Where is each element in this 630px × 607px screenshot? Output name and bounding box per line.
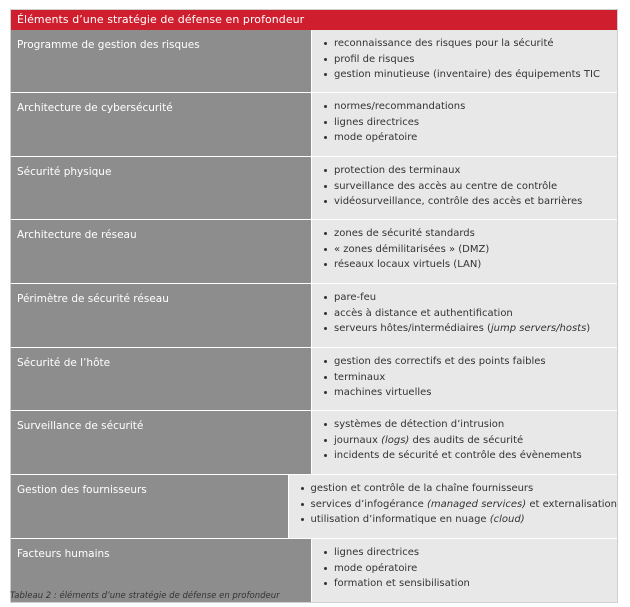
item-text: machines virtuelles (334, 387, 432, 399)
item-text: normes/recommandations (334, 101, 466, 112)
row-items (312, 93, 617, 156)
defense-strategy-table (10, 9, 618, 603)
row-items (312, 348, 617, 410)
list-item (324, 385, 617, 401)
list-item (324, 226, 617, 242)
list-item (324, 321, 617, 337)
row-category: Architecture de cybersécurité (11, 93, 312, 156)
italic-text: (cloud) (489, 514, 525, 526)
table-row (11, 92, 617, 156)
table-row (11, 347, 617, 410)
item-text: services d’infogérance (310, 498, 427, 510)
item-text: incidents de sécurité et contrôle des évènements (334, 450, 582, 462)
item-text: et externalisation (526, 498, 617, 510)
list-item (324, 433, 617, 449)
table-row (11, 410, 617, 474)
list-item (324, 257, 617, 273)
table-row (11, 219, 617, 283)
item-text: mode opératoire (334, 132, 418, 144)
list-item (324, 354, 617, 370)
row-category: Périmètre de sécurité réseau (11, 284, 312, 347)
italic-text: (logs) (381, 434, 410, 446)
item-text: « zones démilitarisées » (DMZ) (334, 243, 490, 255)
item-text: mode opératoire (334, 562, 418, 574)
item-text: lignes directrices (334, 547, 420, 558)
table-caption: Tableau 2 : éléments d’une stratégie de défense en profondeur (10, 591, 280, 601)
list-item (324, 36, 617, 52)
row-items (312, 539, 617, 602)
row-category: Programme de gestion des risques (11, 30, 312, 92)
list-item (324, 290, 617, 306)
row-category: Surveillance de sécurité (11, 411, 312, 474)
row-category: Sécurité de l’hôte (11, 348, 312, 410)
bullet-list (324, 290, 617, 337)
row-items (289, 475, 617, 538)
list-item (324, 545, 617, 561)
bullet-list (324, 36, 617, 83)
bullet-list (324, 354, 617, 401)
item-text: réseaux locaux virtuels (LAN) (334, 259, 482, 271)
item-text: lignes directrices (334, 116, 420, 128)
item-text: systèmes de détection d’intrusion (334, 419, 505, 430)
row-items (312, 157, 617, 219)
list-item (324, 99, 617, 115)
item-text: terminaux (334, 371, 386, 383)
list-item (324, 130, 617, 146)
item-text: serveurs hôtes/intermédiaires ( (334, 323, 491, 335)
item-text: utilisation d’informatique en nuage (310, 514, 490, 526)
list-item (324, 561, 617, 577)
row-items (312, 284, 617, 347)
item-text: protection des terminaux (334, 165, 461, 176)
item-text: gestion minutieuse (inventaire) des équipements TIC (334, 69, 600, 81)
list-item (324, 370, 617, 386)
list-item (324, 448, 617, 464)
list-item (324, 576, 617, 592)
list-item (324, 67, 617, 83)
row-category: Facteurs humains (11, 539, 312, 602)
list-item (324, 179, 617, 195)
table-body (11, 30, 617, 602)
list-item (301, 512, 617, 528)
item-text: formation et sensibilisation (334, 578, 470, 590)
row-items (312, 411, 617, 474)
list-item (324, 115, 617, 131)
row-category: Sécurité physique (11, 157, 312, 219)
list-item (324, 194, 617, 210)
bullet-list (324, 163, 617, 210)
item-text: ) (586, 323, 591, 335)
list-item (324, 163, 617, 179)
italic-text: jump servers/hosts (490, 323, 587, 335)
table-row (11, 30, 617, 92)
item-text: pare-feu (334, 292, 377, 303)
item-text: journaux (334, 434, 382, 446)
list-item (324, 242, 617, 258)
table-row (11, 474, 617, 538)
item-text: surveillance des accès au centre de contrôle (334, 180, 558, 192)
row-items (312, 30, 617, 92)
item-text: reconnaissance des risques pour la sécurité (334, 38, 554, 49)
italic-text: (managed services) (426, 498, 527, 510)
row-items (312, 220, 617, 283)
item-text: des audits de sécurité (409, 434, 524, 446)
row-category: Architecture de réseau (11, 220, 312, 283)
item-text: gestion des correctifs et des points faibles (334, 356, 546, 367)
item-text: zones de sécurité standards (334, 228, 475, 239)
table-row (11, 283, 617, 347)
row-category: Gestion des fournisseurs (11, 475, 289, 538)
bullet-list (324, 545, 617, 592)
bullet-list (324, 417, 617, 464)
item-text: gestion et contrôle de la chaîne fournisseurs (310, 483, 534, 494)
list-item (324, 52, 617, 68)
list-item (324, 417, 617, 433)
list-item (301, 481, 617, 497)
bullet-list (324, 226, 617, 273)
list-item (301, 497, 617, 513)
bullet-list (301, 481, 617, 528)
table-title: Éléments d’une stratégie de défense en profondeur (11, 10, 617, 30)
list-item (324, 306, 617, 322)
table-row (11, 156, 617, 219)
item-text: vidéosurveillance, contrôle des accès et barrières (334, 196, 583, 208)
item-text: profil de risques (334, 53, 415, 65)
bullet-list (324, 99, 617, 146)
item-text: accès à distance et authentification (334, 307, 513, 319)
